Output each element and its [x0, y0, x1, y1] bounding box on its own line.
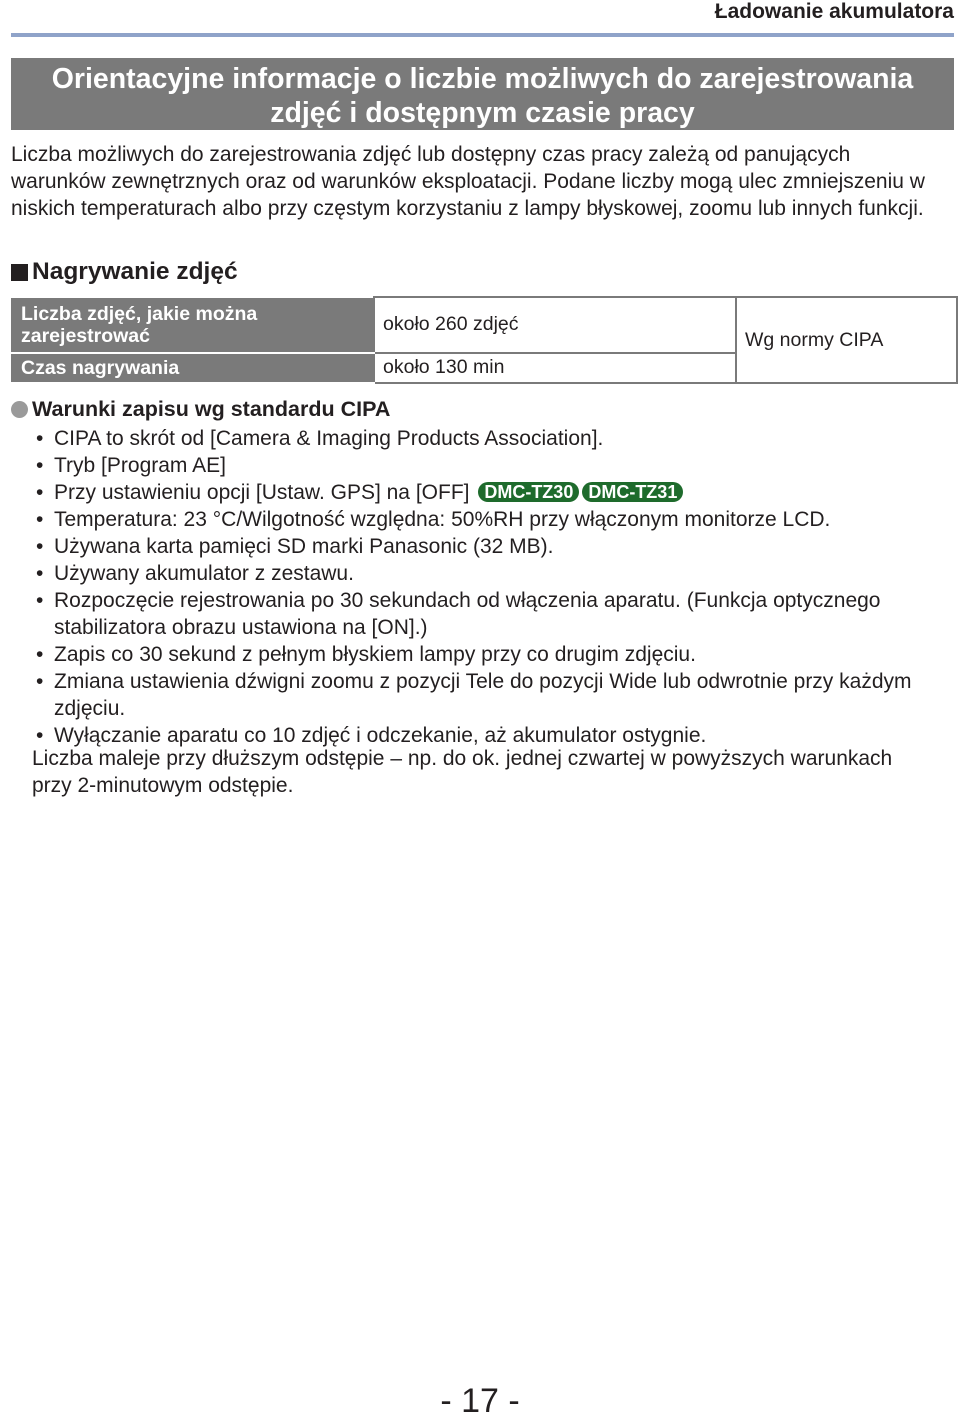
bullet-mark: •: [36, 508, 44, 531]
list-item: [36, 452, 946, 479]
page-header-title: Ładowanie akumulatora: [714, 0, 954, 23]
list-item: [36, 506, 946, 533]
list-item-text: Wyłączanie aparatu co 10 zdjęć i odczekanie, aż akumulator ostygnie.: [54, 724, 707, 747]
list-item-text: Zmiana ustawienia dźwigni zoomu z pozycji Tele do pozycji Wide lub odwrotnie przy każdym zdjęciu.: [54, 670, 912, 720]
conditions-heading-text: Warunki zapisu wg standardu CIPA: [32, 397, 391, 421]
bullet-mark: •: [36, 454, 44, 477]
row-value-time: około 130 min: [374, 353, 736, 383]
conditions-heading: [11, 397, 390, 422]
list-item: [36, 560, 946, 587]
row-label-shots: Liczba zdjęć, jakie można zarejestrować: [12, 297, 374, 353]
row-label-time: Czas nagrywania: [12, 353, 374, 383]
bullet-mark: •: [36, 562, 44, 585]
bullet-mark: •: [36, 724, 44, 747]
bullet-mark: •: [36, 670, 44, 693]
bullet-mark: •: [36, 427, 44, 450]
model-badge-tz30: DMC-TZ30: [478, 482, 579, 502]
square-bullet-icon: [11, 264, 28, 281]
table-row: [12, 297, 957, 353]
list-item: [36, 425, 946, 452]
section-title-line-1: Orientacyjne informacje o liczbie możliwych do zarejestrowania: [51, 63, 914, 95]
recording-heading-text: Nagrywanie zdjęć: [32, 258, 238, 285]
bullet-mark: •: [36, 643, 44, 666]
conditions-list: [36, 425, 946, 749]
circle-bullet-icon: [11, 401, 28, 418]
header-rule: [11, 33, 954, 37]
list-item-text: Używany akumulator z zestawu.: [54, 562, 354, 585]
recording-heading: [11, 258, 238, 286]
row-value-shots: około 260 zdjęć: [374, 297, 736, 353]
section-title-banner: [11, 58, 954, 130]
list-item-text: CIPA to skrót od [Camera & Imaging Products Association].: [54, 427, 604, 450]
closing-note: Liczba maleje przy dłuższym odstępie – np. do ok. jednej czwartej w powyższych warunkach przy 2-minutowym odstępie.: [32, 747, 893, 797]
intro-paragraph: Liczba możliwych do zarejestrowania zdjęć lub dostępny czas pracy zależą od panujących warunków zewnętrznych oraz od warunków eksploatacji. Podane liczby mogą ulec zmniejszeniu w niskich temperaturach albo przy częstym korzystaniu z lampy błyskowej, zoomu lub innych funkcji.: [11, 143, 925, 220]
list-item: [36, 533, 946, 560]
list-item-text: Rozpoczęcie rejestrowania po 30 sekundach od włączenia aparatu. (Funkcja optycznego stabilizatora obrazu ustawiona na [ON].): [54, 589, 881, 639]
recording-specs-table: [11, 296, 958, 384]
list-item: [36, 587, 946, 641]
list-item-text: Tryb [Program AE]: [54, 454, 226, 477]
cipa-note: Wg normy CIPA: [736, 297, 957, 383]
list-item-text: Temperatura: 23 °C/Wilgotność względna: 50%RH przy włączonym monitorze LCD.: [54, 508, 831, 531]
list-item: [36, 641, 946, 668]
bullet-mark: •: [36, 535, 44, 558]
model-badge-tz31: DMC-TZ31: [582, 482, 683, 502]
list-item: [36, 668, 946, 722]
list-item-text: Używana karta pamięci SD marki Panasonic (32 MB).: [54, 535, 554, 558]
list-item-text: Przy ustawieniu opcji [Ustaw. GPS] na [OFF]: [54, 481, 470, 504]
section-title-line-2: zdjęć i dostępnym czasie pracy: [270, 97, 695, 129]
list-item-text: Zapis co 30 sekund z pełnym błyskiem lampy przy co drugim zdjęciu.: [54, 643, 696, 666]
bullet-mark: •: [36, 481, 44, 504]
list-item: [36, 479, 946, 506]
page-number: - 17 -: [440, 1382, 520, 1420]
bullet-mark: •: [36, 589, 44, 612]
